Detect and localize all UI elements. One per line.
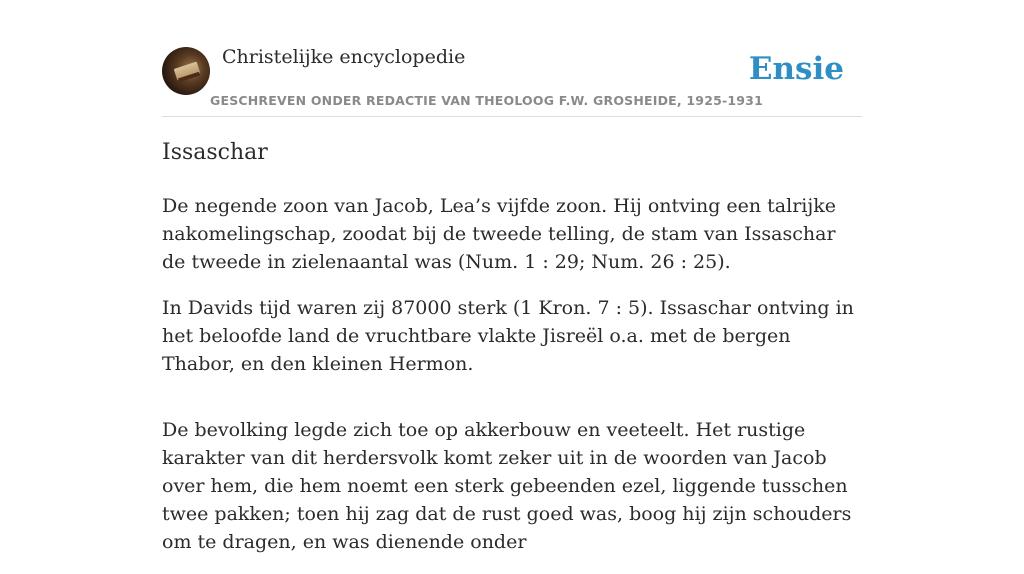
brand-logo[interactable]: Ensie: [748, 51, 844, 87]
site-header: [162, 46, 862, 117]
site-logo-image[interactable]: [162, 47, 210, 95]
article-paragraph: De negende zoon van Jacob, Lea’s vijfde zoon. Hij ontving een talrijke nakomelingschap, zoodat bij de tweede telling, de stam van Issaschar de tweede in zielenaantal was (Num. 1 : 29; Num. 26 : 25).: [162, 195, 837, 273]
site-subtitle: GESCHREVEN ONDER REDACTIE VAN THEOLOOG F.W. GROSHEIDE, 1925-1931: [210, 93, 763, 108]
article-paragraph: De bevolking legde zich toe op akkerbouw en veeteelt. Het rustige karakter van dit herdersvolk komt zeker uit in de woorden van Jacob over hem, die hem noemt een sterk gebeenden ezel, liggende tusschen twee pakken; toen hij zag dat de rust goed was, boog hij zijn schouders om te dragen, en was dienende onder: [162, 419, 852, 553]
site-title[interactable]: Christelijke encyclopedie: [222, 46, 466, 68]
page-title: Issaschar: [162, 140, 268, 165]
article-paragraph: In Davids tijd waren zij 87000 sterk (1 Kron. 7 : 5). Issaschar ontving in het beloofde land de vruchtbare vlakte Jisreël o.a. met de bergen Thabor, en den kleinen Hermon.: [162, 297, 854, 375]
article-body: [162, 192, 862, 574]
